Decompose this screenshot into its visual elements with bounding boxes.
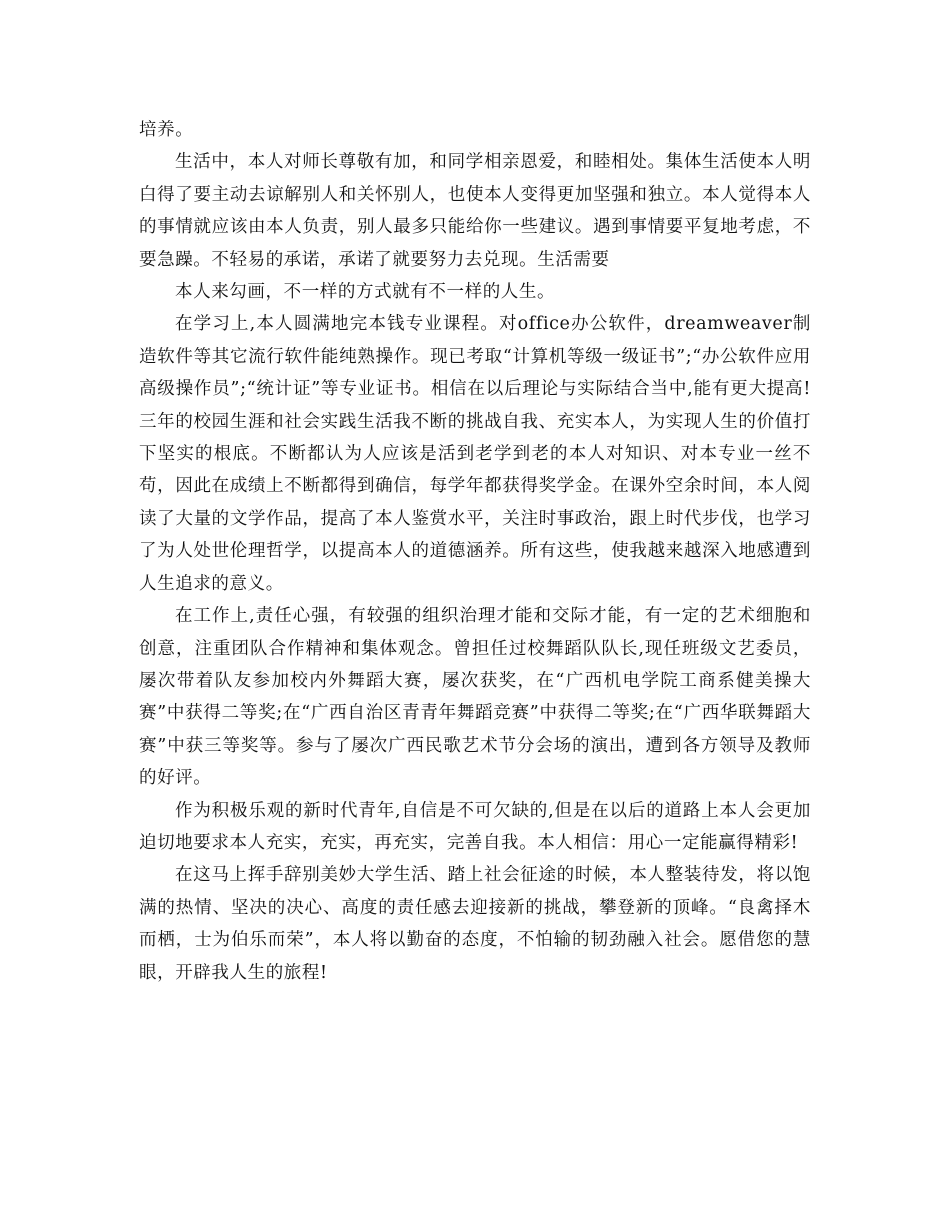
paragraph-confidence: 作为积极乐观的新时代青年,自信是不可欠缺的,但是在以后的道路上本人会更加迫切地要求本人充实，充实，再充实，完善自我。本人相信：用心一定能赢得精彩! bbox=[139, 800, 811, 853]
paragraph-closing: 在这马上挥手辞别美妙大学生活、踏上社会征途的时候，本人整装待发，将以饱满的热情、坚决的决心、高度的责任感去迎接新的挑战，攀登新的顶峰。“良禽择木而栖，士为伯乐而荣”，本人将以勤奋的态度，不怕输的韧劲融入社会。愿借您的慧眼，开辟我人生的旅程! bbox=[139, 865, 811, 983]
paragraph-work: 在工作上,责任心强，有较强的组织治理才能和交际才能，有一定的艺术细胞和创意，注重团队合作精神和集体观念。曾担任过校舞蹈队队长,现任班级文艺委员，屡次带着队友参加校内外舞蹈大赛，屡次获奖，在“广西机电学院工商系健美操大赛”中获得二等奖;在“广西自治区青青年舞蹈竞赛”中获得二等奖;在“广西华联舞蹈大赛”中获三等奖等。参与了屡次广西民歌艺术节分会场的演出，遭到各方领导及教师的好评。 bbox=[139, 606, 811, 789]
paragraph-life-continued: 本人来勾画，不一样的方式就有不一样的人生。 bbox=[175, 282, 556, 303]
paragraph-continuation: 培养。 bbox=[139, 120, 194, 140]
paragraph-study: 在学习上,本人圆满地完本钱专业课程。对office办公软件，dreamweaver制造软件等其它流行软件能纯熟操作。现已考取“计算机等级一级证书”;“办公软件应用高级操作员”;“统计证”等专业证书。相信在以后理论与实际结合当中,能有更大提高!三年的校园生涯和社会实践生活我不断的挑战自我、充实本人，为实现人生的价值打下坚实的根底。不断都认为人应该是活到老学到老的本人对知识、对本专业一丝不苟，因此在成绩上不断都得到确信，每学年都获得奖学金。在课外空余时间，本人阅读了大量的文学作品，提高了本人鉴赏水平，关注时事政治，跟上时代步伐，也学习了为人处世伦理哲学，以提高本人的道德涵养。所有这些，使我越来越深入地感遭到人生追求的意义。 bbox=[139, 314, 811, 594]
paragraph-life: 生活中，本人对师长尊敬有加，和同学相亲恩爱，和睦相处。集体生活使本人明白得了要主动去谅解别人和关怀别人，也使本人变得更加坚强和独立。本人觉得本人的事情就应该由本人负责，别人最多只能给你一些建议。遇到事情要平复地考虑，不要急躁。不轻易的承诺，承诺了就要努力去兑现。生活需要 bbox=[139, 152, 811, 270]
document-body bbox=[139, 114, 811, 989]
